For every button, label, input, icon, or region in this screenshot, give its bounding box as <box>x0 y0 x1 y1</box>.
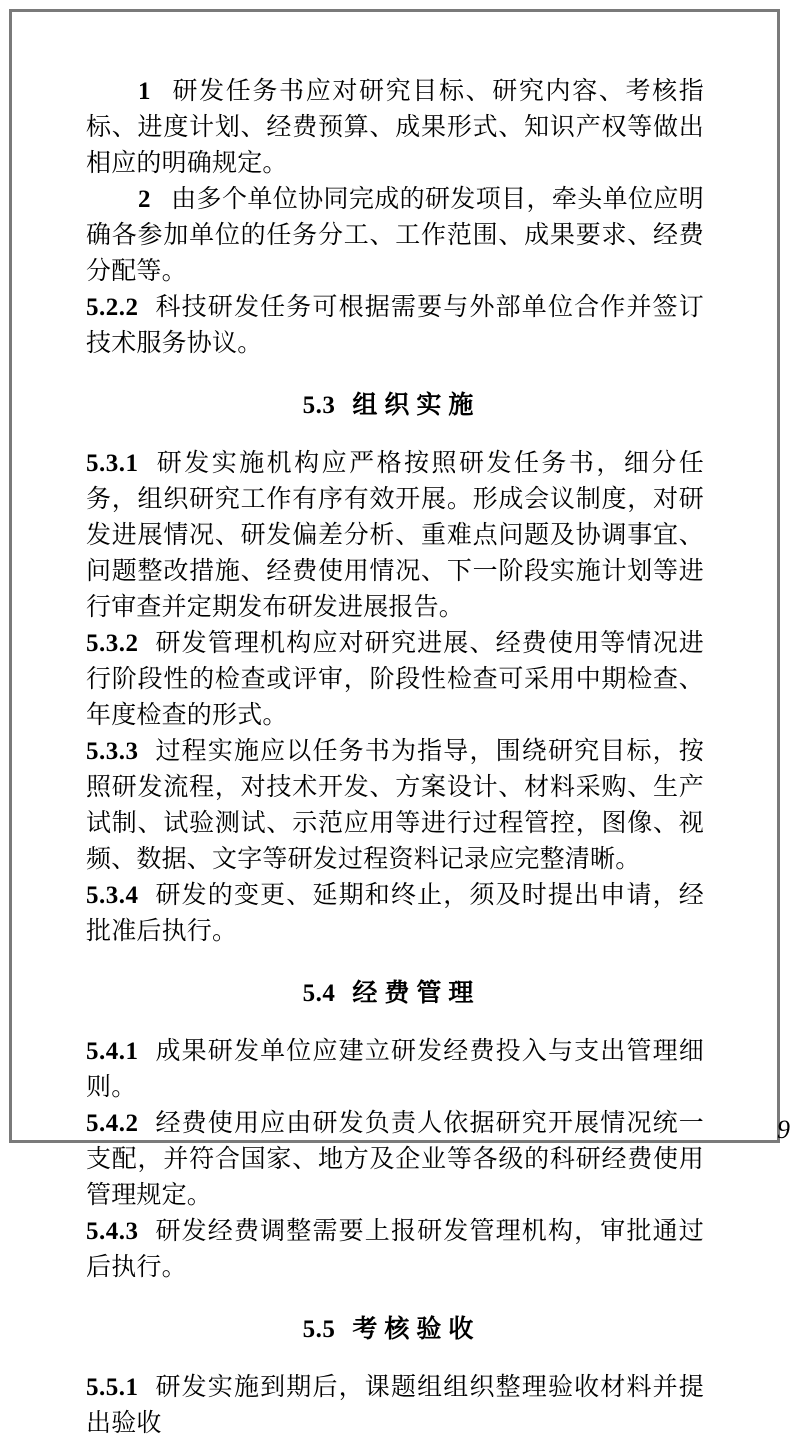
clause-number: 5.2.2 <box>86 294 139 321</box>
clause-paragraph <box>86 626 704 734</box>
section-heading-number: 5.4 <box>302 980 336 1007</box>
spacer <box>86 1012 704 1034</box>
spacer <box>86 950 704 976</box>
clause-text: 经费使用应由研发负责人依据研究开展情况统一支配，并符合国家、地方及企业等各级的科研经费使用管理规定。 <box>86 1110 704 1209</box>
section-heading <box>86 976 704 1012</box>
clause-paragraph <box>86 290 704 362</box>
list-item-number: 1 <box>138 78 151 105</box>
spacer <box>86 362 704 388</box>
section-heading <box>86 388 704 424</box>
section-heading <box>86 1312 704 1348</box>
section-heading-number: 5.3 <box>302 392 336 419</box>
clause-text: 过程实施应以任务书为指导，围绕研究目标，按照研发流程，对技术开发、方案设计、材料采购、生产试制、试验测试、示范应用等进行过程管控，图像、视频、数据、文字等研发过程资料记录应完整清晰。 <box>86 738 704 873</box>
clause-paragraph <box>86 446 704 626</box>
clause-text: 研发的变更、延期和终止，须及时提出申请，经批准后执行。 <box>86 882 704 945</box>
section-heading-title: 组织实施 <box>352 392 481 419</box>
page-number: 9 <box>777 1115 790 1144</box>
spacer <box>86 1348 704 1370</box>
list-item-text: 研发任务书应对研究目标、研究内容、考核指标、进度计划、经费预算、成果形式、知识产权等做出相应的明确规定。 <box>86 78 704 177</box>
spacer <box>86 1286 704 1312</box>
clause-text: 研发经费调整需要上报研发管理机构，审批通过后执行。 <box>86 1218 704 1281</box>
clause-paragraph <box>86 1034 704 1106</box>
clause-number: 5.3.2 <box>86 630 139 657</box>
clause-text: 科技研发任务可根据需要与外部单位合作并签订技术服务协议。 <box>86 294 704 357</box>
clause-number: 5.3.1 <box>86 450 139 477</box>
page-content <box>86 74 790 1442</box>
list-item <box>86 182 704 290</box>
section-heading-title: 经费管理 <box>352 980 481 1007</box>
clause-paragraph <box>86 878 704 950</box>
section-heading-number: 5.5 <box>302 1316 336 1343</box>
clause-text: 研发管理机构应对研究进展、经费使用等情况进行阶段性的检查或评审，阶段性检查可采用中期检查、年度检查的形式。 <box>86 630 704 729</box>
section-heading-title: 考核验收 <box>352 1316 481 1343</box>
clause-number: 5.4.2 <box>86 1110 139 1137</box>
clause-number: 5.4.1 <box>86 1038 139 1065</box>
list-item-number: 2 <box>138 186 151 213</box>
clause-number: 5.3.4 <box>86 882 139 909</box>
clause-text: 成果研发单位应建立研发经费投入与支出管理细则。 <box>86 1038 704 1101</box>
clause-number: 5.5.1 <box>86 1374 139 1401</box>
clause-number: 5.4.3 <box>86 1218 139 1245</box>
clause-text: 研发实施机构应严格按照研发任务书，细分任务，组织研究工作有序有效开展。形成会议制度，对研发进展情况、研发偏差分析、重难点问题及协调事宜、问题整改措施、经费使用情况、下一阶段实施计划等进行审查并定期发布研发进展报告。 <box>86 450 704 621</box>
clause-paragraph <box>86 1370 704 1442</box>
clause-number: 5.3.3 <box>86 738 139 765</box>
list-item-text: 由多个单位协同完成的研发项目，牵头单位应明确各参加单位的任务分工、工作范围、成果要求、经费分配等。 <box>86 186 704 285</box>
clause-paragraph <box>86 1214 704 1286</box>
list-item <box>86 74 704 182</box>
spacer <box>86 424 704 446</box>
clause-text: 研发实施到期后，课题组组织整理验收材料并提出验收 <box>86 1374 704 1437</box>
clause-paragraph <box>86 734 704 878</box>
